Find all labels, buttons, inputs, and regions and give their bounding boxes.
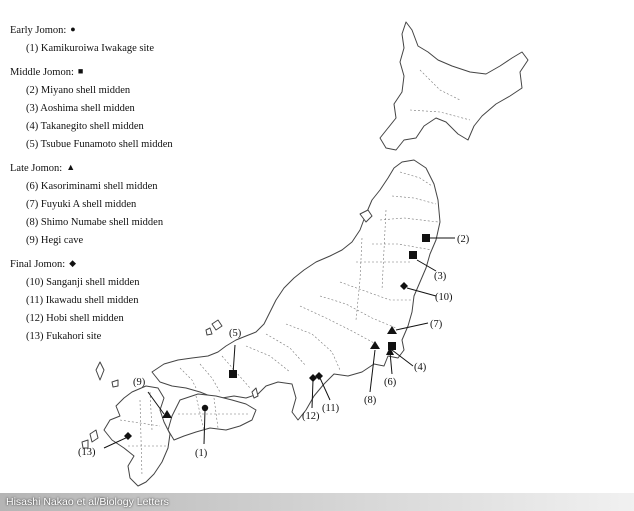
site-label-7: (7) (430, 319, 443, 330)
site-label-10: (10) (435, 292, 453, 303)
legend-item: (13) Fukahori site (26, 331, 102, 342)
shikoku-outline (168, 394, 256, 440)
diamond-icon: ◆ (69, 258, 77, 268)
legend-header: Late Jomon: ▲ (10, 158, 173, 178)
legend-item: (9) Hegi cave (26, 235, 84, 246)
honshu-outline (152, 160, 440, 420)
site-marker-1 (202, 405, 208, 411)
kyushu-outline (104, 386, 170, 486)
legend-group-final-jomon (10, 254, 173, 346)
site-marker-2 (422, 234, 430, 242)
site-label-1: (1) (195, 448, 208, 459)
circle-icon: ● (70, 24, 76, 34)
site-label-2: (2) (457, 234, 470, 245)
legend-group-late-jomon (10, 158, 173, 250)
legend-item: (5) Tsubue Funamoto shell midden (26, 139, 173, 150)
legend-item: (2) Miyano shell midden (26, 85, 131, 96)
legend-header: Middle Jomon: ■ (10, 62, 173, 82)
hokkaido-outline (380, 22, 528, 150)
legend-header: Final Jomon: ◆ (10, 254, 173, 274)
tsushima-island (96, 362, 104, 380)
iki-island (112, 380, 118, 387)
site-label-9: (9) (133, 377, 146, 388)
legend-item: (1) Kamikuroiwa Iwakage site (26, 43, 154, 54)
site-marker-3 (409, 251, 417, 259)
site-label-3: (3) (434, 271, 447, 282)
legend-item: (10) Sanganji shell midden (26, 277, 140, 288)
site-label-11: (11) (322, 403, 340, 414)
legend-header: Early Jomon: ● (10, 20, 173, 40)
site-label-12: (12) (302, 411, 320, 422)
site-marker-5 (229, 370, 237, 378)
legend-item: (12) Hobi shell midden (26, 313, 124, 324)
legend-item: (8) Shimo Numabe shell midden (26, 217, 164, 228)
site-label-4: (4) (414, 362, 427, 373)
legend-group-middle-jomon (10, 62, 173, 154)
legend-item: (3) Aoshima shell midden (26, 103, 135, 114)
site-label-6: (6) (384, 377, 397, 388)
site-label-5: (5) (229, 328, 242, 339)
oki-islands (206, 320, 222, 335)
site-label-8: (8) (364, 395, 377, 406)
legend-item: (11) Ikawadu shell midden (26, 295, 139, 306)
legend-item: (4) Takanegito shell midden (26, 121, 144, 132)
image-credit: Hisashi Nakao et al/Biology Letters (0, 493, 634, 511)
goto-islands (82, 430, 98, 448)
legend-group-early-jomon (10, 20, 173, 58)
legend-item: (6) Kasoriminami shell midden (26, 181, 158, 192)
square-icon: ■ (77, 66, 84, 76)
triangle-icon: ▲ (66, 162, 76, 172)
legend-item: (7) Fuyuki A shell midden (26, 199, 137, 210)
map-legend (10, 20, 173, 346)
site-label-13: (13) (78, 447, 96, 458)
